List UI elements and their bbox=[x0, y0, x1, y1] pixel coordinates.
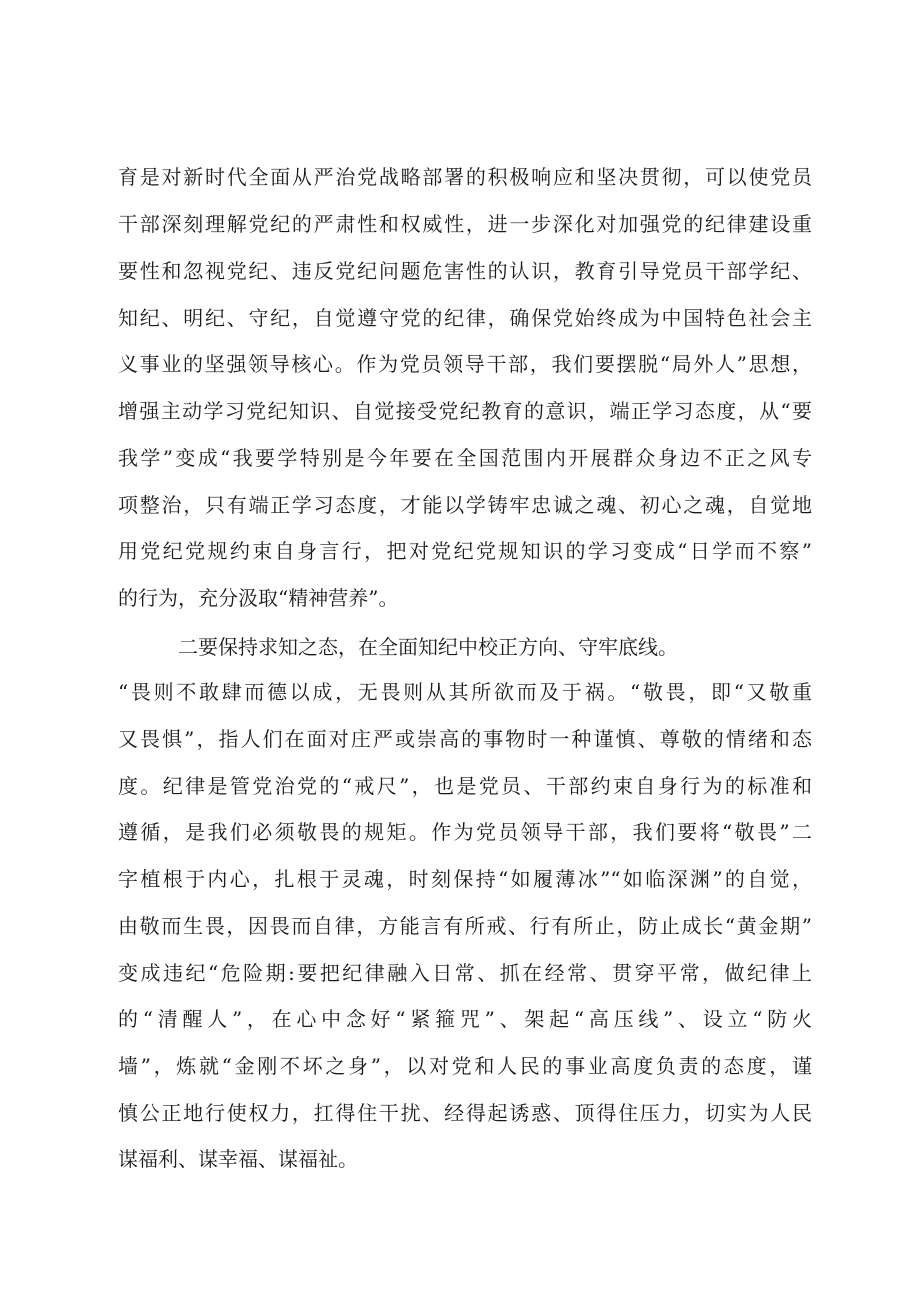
paragraph-line: 由敬而生畏，因畏而自律，方能言有所戒、行有所止，防止成长“黄金期” bbox=[118, 914, 812, 938]
paragraph-line: 慎公正地行使权力，扛得住干扰、经得起诱惑、顶得住压力，切实为人民 bbox=[118, 1101, 812, 1125]
paragraph-line: 度。纪律是管党治党的“戒尺”，也是党员、干部约束自身行为的标准和 bbox=[118, 774, 812, 798]
paragraph-line: 的行为，充分汲取“精神营养”。 bbox=[118, 586, 399, 610]
paragraph-line: 义事业的坚强领导核心。作为党员领导干部，我们要摆脱“局外人”思想， bbox=[118, 352, 812, 376]
section-heading: 二要保持求知之态，在全面知纪中校正方向、守牢底线。 bbox=[178, 635, 678, 659]
paragraph-line: 字植根于内心，扎根于灵魂，时刻保持“如履薄冰”“如临深渊”的自觉， bbox=[118, 867, 812, 891]
paragraph-line: 干部深刻理解党纪的严肃性和权威性，进一步深化对加强党的纪律建设重 bbox=[118, 212, 812, 236]
paragraph-line: 墙”，炼就“金刚不坏之身”，以对党和人民的事业高度负责的态度，谨 bbox=[118, 1054, 812, 1078]
paragraph-line: 项整治，只有端正学习态度，才能以学铸牢忠诚之魂、初心之魂，自觉地 bbox=[118, 493, 812, 517]
paragraph-line: 要性和忽视党纪、违反党纪问题危害性的认识，教育引导党员干部学纪、 bbox=[118, 259, 812, 283]
paragraph-line: 的“清醒人”，在心中念好“紧箍咒”、架起“高压线”、设立“防火 bbox=[118, 1007, 812, 1031]
paragraph-line: 又畏惧”，指人们在面对庄严或崇高的事物时一种谨慎、尊敬的情绪和态 bbox=[118, 727, 812, 751]
paragraph-line: 变成违纪“危险期:要把纪律融入日常、抓在经常、贯穿平常，做纪律上 bbox=[118, 961, 812, 985]
paragraph-line: 用党纪党规约束自身言行，把对党纪党规知识的学习变成“日学而不察” bbox=[118, 539, 812, 563]
paragraph-line: 遵循，是我们必须敬畏的规矩。作为党员领导干部，我们要将“敬畏”二 bbox=[118, 820, 812, 844]
paragraph-line: 知纪、明纪、守纪，自觉遵守党的纪律，确保党始终成为中国特色社会主 bbox=[118, 306, 812, 330]
paragraph-line: “畏则不敢肆而德以成，无畏则从其所欲而及于祸。“敬畏，即“又敬重 bbox=[118, 680, 812, 704]
paragraph-line: 育是对新时代全面从严治党战略部署的积极响应和坚决贯彻，可以使党员 bbox=[118, 165, 812, 189]
paragraph-line: 谋福利、谋幸福、谋福祉。 bbox=[118, 1147, 358, 1171]
paragraph-line: 增强主动学习党纪知识、自觉接受党纪教育的意识，端正学习态度，从“要 bbox=[118, 399, 812, 423]
paragraph-line: 我学”变成“我要学特别是今年要在全国范围内开展群众身边不正之风专 bbox=[118, 446, 812, 470]
